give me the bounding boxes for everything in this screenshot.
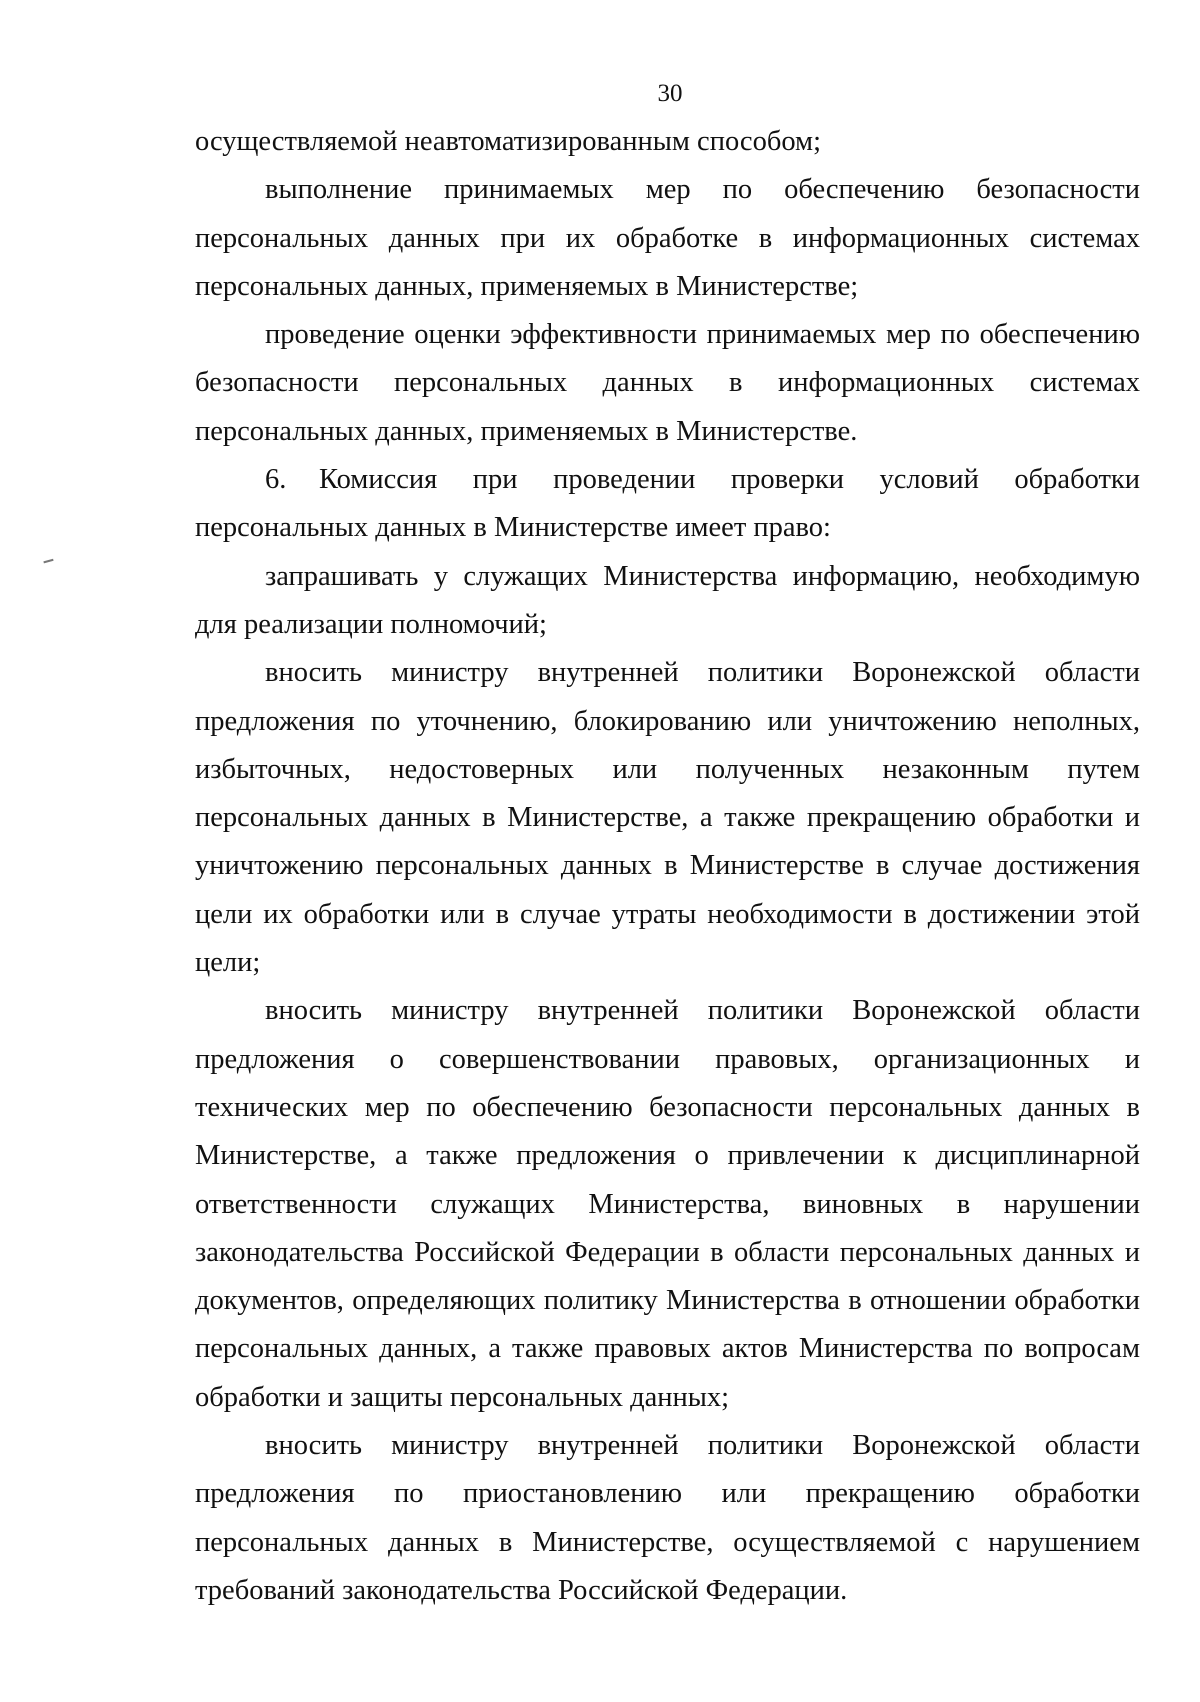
page-number: 30 (657, 80, 683, 107)
paragraph-request-information: запрашивать у служащих Министерства информацию, необходимую для реализации полномочий; (195, 560, 1140, 640)
paragraph-proposals-measures: вносить министру внутренней политики Воронежской области предложения о совершенствовании правовых, организационных и технических мер по обеспечению безопасности персональных данных в Министерстве, а также предложения о привлечении к дисциплинарной ответственности служащих Министерства, виновных в нарушении законодательства Российской Федерации в области персональных данных и документов, определяющих политику Министерства в отношении обработки персональных данных, а также правовых актов Министерства по вопросам обработки и защиты персональных данных; (195, 995, 1140, 1413)
item-number: 6. (265, 464, 287, 496)
paragraph-security-measures: выполнение принимаемых мер по обеспечению безопасности персональных данных при их обработке в информационных системах персональных данных, применяемых в Министерстве; (195, 174, 1140, 302)
paragraph-commission-rights (195, 456, 1140, 553)
document-body (195, 118, 1140, 1615)
paragraph-continuation: осуществляемой неавтоматизированным способом; (195, 126, 821, 157)
paragraph-proposals-data-correction: вносить министру внутренней политики Воронежской области предложения по уточнению, блокированию или уничтожению неполных, избыточных, недостоверных или полученных незаконным путем персональных данных в Министерстве, а также прекращению обработки и уничтожению персональных данных в Министерстве в случае достижения цели их обработки или в случае утраты необходимости в достижении этой цели; (195, 657, 1140, 979)
scan-mark (43, 559, 54, 567)
paragraph-proposals-suspension: вносить министру внутренней политики Воронежской области предложения по приостановлению или прекращению обработки персональных данных в Министерстве, осуществляемой с нарушением требований законодательства Российской Федерации. (195, 1430, 1140, 1606)
paragraph-effectiveness-assessment: проведение оценки эффективности принимаемых мер по обеспечению безопасности персональных данных в информационных системах персональных данных, применяемых в Министерстве. (195, 319, 1140, 447)
paragraph-commission-rights-text: Комиссия при проведении проверки условий обработки персональных данных в Министерстве имеет право: (195, 464, 1140, 544)
